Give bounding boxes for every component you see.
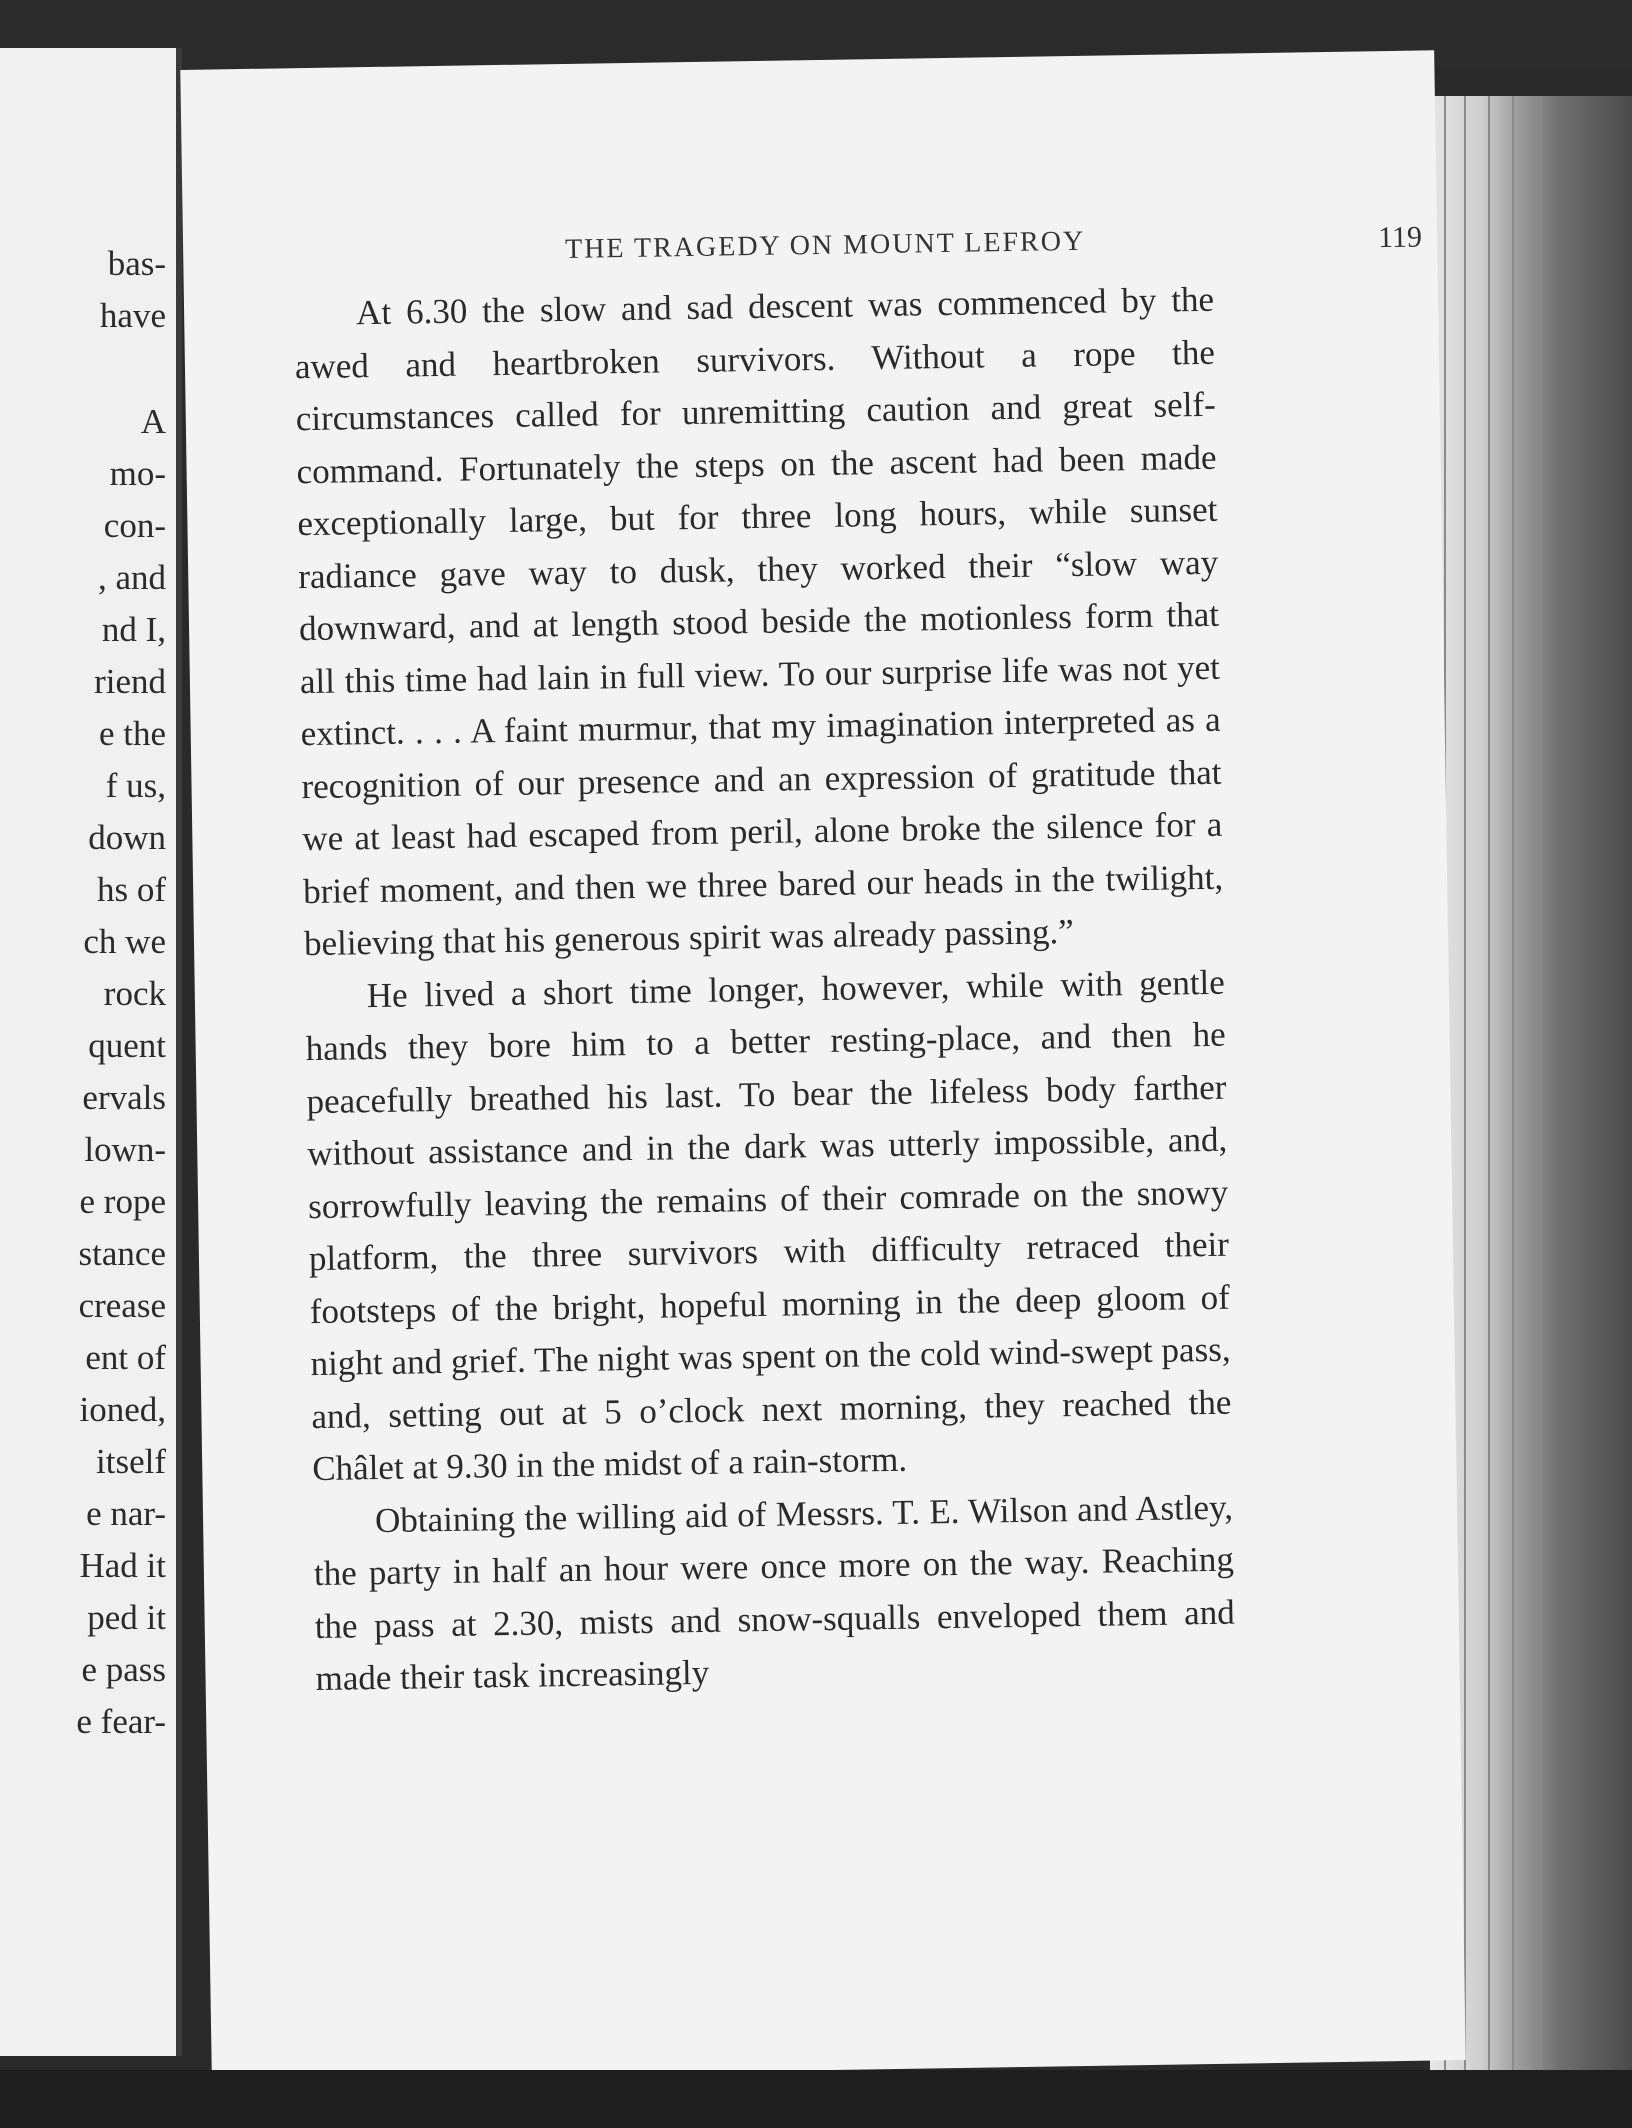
dark-background-bottom: [0, 2070, 1632, 2128]
left-page-line: ervals: [82, 1078, 166, 1117]
left-page-line: con-: [103, 506, 166, 545]
left-page-line: nd I,: [101, 610, 166, 649]
left-page-line: Had it: [79, 1546, 166, 1585]
left-page-line: e fear-: [76, 1702, 166, 1741]
left-page-line: lown-: [84, 1130, 166, 1169]
running-head: THE TRAGEDY ON MOUNT LEFROY: [564, 225, 1086, 265]
left-page-line: ent of: [85, 1338, 166, 1377]
left-page-line: e the: [98, 714, 166, 753]
left-page-line: have: [99, 296, 166, 335]
left-page-line: riend: [94, 662, 166, 701]
left-page: [0, 48, 182, 2056]
left-page-line: , and: [97, 558, 166, 597]
left-page-line: ioned,: [79, 1390, 166, 1429]
left-page-line: itself: [96, 1442, 166, 1481]
left-page-line: e nar-: [86, 1494, 166, 1533]
left-page-line: e rope: [79, 1182, 166, 1221]
paragraph: At 6.30 the slow and sad descent was commenced by the awed and heartbroken survivors. Without a rope the circumstances called for unremitting caution and great self-command. Fortunately the steps on the ascent had been made exceptionally large, but for three long hours, while sunset radiance gave way to dusk, they worked their “slow way downward, and at length stood beside the motionless form that all this time had lain in full view. To our surprise life was not yet extinct. . . . A faint murmur, that my imagination interpreted as a recognition of our presence and an expression of gratitude that we at least had escaped from peril, alone broke the silence for a brief moment, and then we three bared our heads in the twilight, believing that his generous spirit was already passing.”: [294, 279, 1224, 964]
left-page-line: e pass: [81, 1650, 166, 1689]
left-page-line: down: [88, 818, 166, 857]
left-page-line: mo-: [109, 454, 166, 493]
left-page-line: bas-: [107, 244, 166, 283]
page-edge-line: [1488, 96, 1490, 2070]
paragraph: He lived a short time longer, however, while with gentle hands they bore him to a better resting-place, and then he peacefully breathed his last. To bear the lifeless body farther without assistance and in the dark was utterly impossible, and, sorrowfully leaving the remains of their comrade on the snowy platform, the three survivors with difficulty retraced their footsteps of the bright, hopeful morning in the deep gloom of night and grief. The night was spent on the cold wind-swept pass, and, setting out at 5 o’clock next morning, they reached the Châlet at 9.30 in the midst of a rain-storm.: [305, 962, 1232, 1489]
paragraph: Obtaining the willing aid of Messrs. T. E. Wilson and Astley, the party in half an hour were once more on the way. Reaching the pass at 2.30, mists and snow-squalls enveloped them and made their task increasingly: [313, 1487, 1235, 1699]
left-page-line: A: [140, 402, 166, 441]
page-number: 119: [1377, 220, 1423, 255]
left-page-line: stance: [78, 1234, 166, 1273]
book-page: [180, 50, 1465, 2079]
body-text: [294, 274, 1236, 1706]
left-page-line: quent: [88, 1026, 166, 1065]
left-page-line: rock: [103, 974, 166, 1013]
left-page-line: f us,: [105, 766, 166, 805]
page-edge-line: [1540, 96, 1542, 2070]
left-page-line: ch we: [83, 922, 166, 961]
page-edge-line: [1512, 96, 1514, 2070]
left-page-line: ped it: [87, 1598, 166, 1637]
left-page-line: hs of: [96, 870, 166, 909]
page-edge-line: [1464, 96, 1466, 2070]
left-page-line: crease: [78, 1286, 166, 1325]
